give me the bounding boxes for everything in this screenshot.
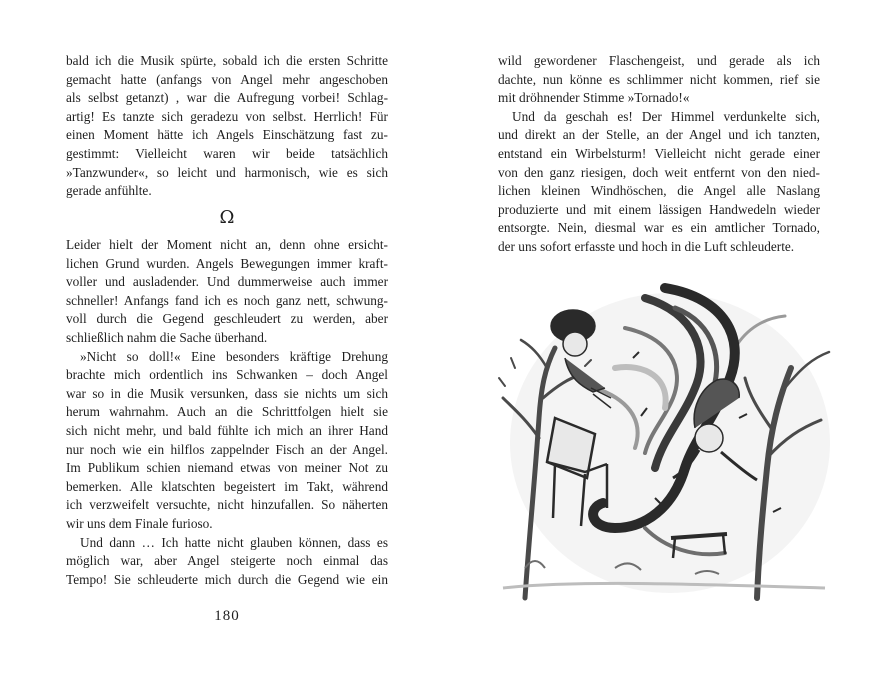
section-break-omega: Ω <box>219 207 235 228</box>
text-line: schneller! Anfangs fand ich es noch ganz nett, schwung- <box>66 292 388 308</box>
text-line: gemacht hatte (anfangs von Angel mehr angeschoben <box>66 71 388 87</box>
text-line: »Tanzwunder«, so leicht und harmonisch, wie es sich <box>66 164 388 180</box>
right-text-block <box>498 52 820 257</box>
text-line: nur noch wie ein hilflos zappelnder Fisch an der Angel. <box>66 441 388 457</box>
text-line: Tempo! Sie schleuderte mich durch die Gegend wie ein <box>66 571 388 587</box>
text-line: Und dann … Ich hatte nicht glauben können, dass es <box>80 534 388 550</box>
text-line: einen Moment hätte ich Angels Einschätzung fast zu- <box>66 127 388 143</box>
page-number: 180 <box>214 608 240 624</box>
text-line: gestimmt: Vielleicht waren wir beide tatsächlich <box>66 145 388 161</box>
left-text-block-2 <box>66 236 388 589</box>
text-line: Und da geschah es! Der Himmel verdunkelte sich, <box>512 108 820 124</box>
text-line: und direkt an der Stelle, an der Angel und ich tanzten, <box>498 127 820 143</box>
text-line: produzierte und mit einem lässigen Handwedeln wieder <box>498 201 820 217</box>
text-line: lichen kleinen Windhöschen, die Angel alle Naslang <box>498 183 820 199</box>
text-line: Leider hielt der Moment nicht an, denn ohne ersicht- <box>66 237 388 252</box>
text-line: voll durch die Gegend geschleudert zu werden, aber <box>66 311 388 327</box>
text-line: sich nicht mehr, und bald fühlte ich mich an ihrer Hand <box>66 422 388 438</box>
text-line: entsorgte. Nein, diesmal war es ein amtlicher Tornado, <box>498 220 820 236</box>
text-line: bald ich die Musik spürte, sobald ich die ersten Schritte <box>66 53 388 68</box>
text-line: ich verzweifelt versuchte, nicht hinzufallen. So näherten <box>66 497 388 513</box>
text-line: als selbst getanzt) , war die Aufregung vorbei! Schlag- <box>66 90 388 106</box>
text-line: bemerken. Alle klatschten begeistert im Takt, während <box>66 478 388 494</box>
text-line: schließlich nahm die Sache überhand. <box>66 329 268 345</box>
text-line: brachte mich ordentlich ins Schwanken – doch Angel <box>66 367 388 383</box>
text-line: entstand ein Wirbelsturm! Vielleicht nicht gerade einer <box>498 145 820 161</box>
text-line: artig! Es tanzte sich geradezu von selbst. Herrlich! Für <box>66 108 388 124</box>
text-line: gerade anfühlte. <box>66 183 152 199</box>
text-line: der uns sofort erfasste und hoch in die Luft schleuderte. <box>498 238 795 254</box>
text-line: mit dröhnender Stimme »Tornado!« <box>498 90 690 106</box>
text-line: war so in die Musik versunken, dass sie nichts um sich <box>66 385 388 401</box>
text-line: möglich war, aber Angel steigerte noch einmal das <box>66 553 388 569</box>
left-text-block-1 <box>66 52 388 201</box>
text-line: herum wahrnahm. Auch an die Schrittfolgen hielt sie <box>66 404 388 420</box>
text-line: von den ganz riesigen, doch weit entfernt von den nied- <box>498 164 820 180</box>
text-line: »Nicht so doll!« Eine besonders kräftige Drehung <box>80 348 388 364</box>
right-page <box>443 0 886 680</box>
text-line: wild gewordener Flaschengeist, und gerade als ich <box>498 53 820 68</box>
tornado-illustration <box>495 268 837 610</box>
text-line: Im Publikum schien niemand etwas von meiner Not zu <box>66 460 388 476</box>
text-line: lichen Grund wurden. Angels Bewegungen immer kraft- <box>66 255 388 271</box>
text-line: voller und ausladender. Und dummerweise auch immer <box>66 274 388 290</box>
text-line: wir uns dem Finale furioso. <box>66 515 213 531</box>
text-line: dachte, nun könne es schlimmer nicht kommen, rief sie <box>498 71 820 87</box>
